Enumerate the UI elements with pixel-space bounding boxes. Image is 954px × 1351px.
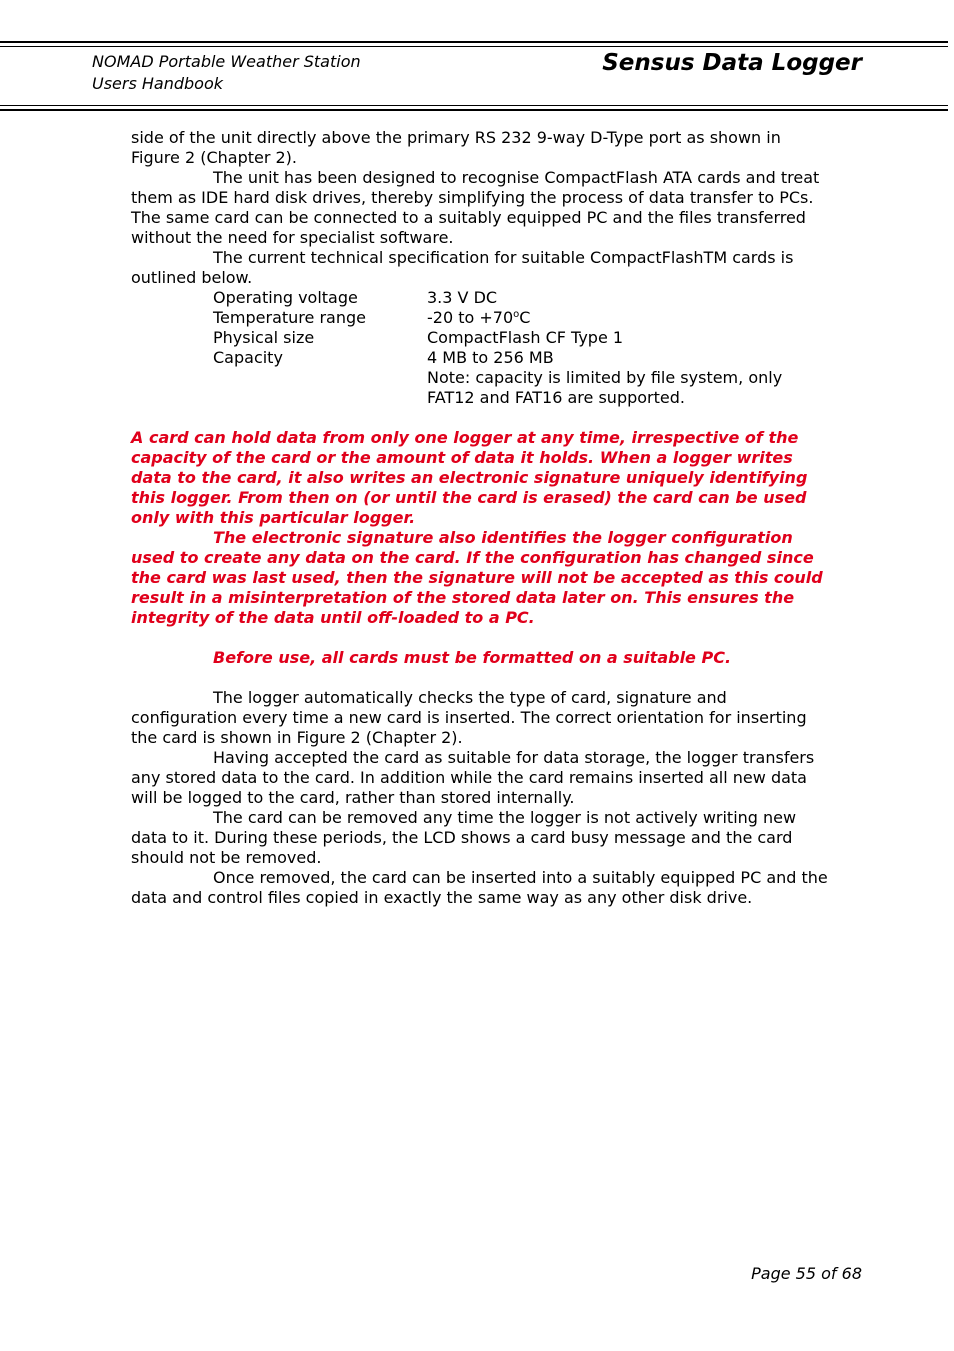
paragraph-2: The unit has been designed to recognise CompactFlash ATA cards and treat them as IDE hard disk drives, thereby simplifying the process of data transfer to PCs. The same card can be connected to a suitably equipped PC and the files transferred without the need for specialist software.: [131, 168, 820, 247]
paragraph-5: Having accepted the card as suitable for data storage, the logger transfers any stored data to the card. In addition while the card remains inserted all new data will be logged to the card, rather than stored internally.: [131, 748, 815, 807]
spec-label: Operating voltage: [213, 288, 358, 307]
paragraph-7: Once removed, the card can be inserted into a suitably equipped PC and the data and control files copied in exactly the same way as any other disk drive.: [131, 868, 828, 907]
spec-row-note: [131, 368, 831, 408]
spec-note: Note: capacity is limited by file system, only FAT12 and FAT16 are supported.: [427, 368, 783, 407]
spec-table: [131, 288, 831, 408]
header-rule-bottom-thin: [0, 105, 948, 106]
document-subtitle: [92, 51, 361, 95]
degree-symbol: o: [513, 309, 520, 320]
spec-label: Temperature range: [213, 308, 366, 327]
document-title: Sensus Data Logger: [602, 50, 862, 76]
spacer: [131, 628, 831, 648]
spec-row-capacity: [131, 348, 831, 368]
page-body: [131, 128, 831, 908]
paragraph-4: The logger automatically checks the type of card, signature and configuration every time a new card is inserted. The correct orientation for inserting the card is shown in Figure 2 (Chapter 2).: [131, 688, 807, 747]
spec-label: [213, 368, 427, 408]
spec-row-voltage: [131, 288, 831, 308]
spec-row-physical-size: [131, 328, 831, 348]
paragraph-1: side of the unit directly above the primary RS 232 9-way D-Type port as shown in Figure 2 (Chapter 2).: [131, 128, 781, 167]
paragraph-3: The current technical specification for suitable CompactFlashTM cards is outlined below.: [131, 248, 794, 287]
spec-value: 4 MB to 256 MB: [427, 348, 554, 367]
spec-value: CompactFlash CF Type 1: [427, 328, 624, 347]
document-subtitle-line2: Users Handbook: [92, 74, 224, 93]
warning-paragraph-1: A card can hold data from only one logger at any time, irrespective of the capacity of the card or the amount of data it holds. When a logger writes data to the card, it also writes an electronic signature uniquely identifying this logger. From then on (or until the card is erased) the card can be used only with this particular logger.: [131, 428, 808, 527]
spec-label: Capacity: [213, 348, 283, 367]
paragraph-6: The card can be removed any time the logger is not actively writing new data to it. During these periods, the LCD shows a card busy message and the card should not be removed.: [131, 808, 797, 867]
header-rule-bottom-thick: [0, 109, 948, 111]
header-rule-top-thick: [0, 41, 948, 43]
spacer: [131, 408, 831, 428]
warning-paragraph-2: The electronic signature also identifies the logger configuration used to create any data on the card. If the configuration has changed since the card was last used, then the signature will not be accepted as this could result in a misinterpretation of the stored data later on. This ensures the integrity of the data until off-loaded to a PC.: [131, 528, 823, 627]
spec-value-unit: C: [519, 308, 531, 327]
spec-value: 3.3 V DC: [427, 288, 498, 307]
spacer: [131, 668, 831, 688]
spec-row-temperature: [131, 308, 831, 328]
spec-value: -20 to +70: [427, 308, 514, 327]
header-rule-top-thin: [0, 46, 948, 47]
warning-paragraph-3: Before use, all cards must be formatted on a suitable PC.: [213, 648, 732, 667]
spec-label: Physical size: [213, 328, 315, 347]
page-number: Page 55 of 68: [751, 1264, 862, 1283]
document-subtitle-line1: NOMAD Portable Weather Station: [92, 52, 361, 71]
spec-value-temperature: [427, 308, 831, 328]
